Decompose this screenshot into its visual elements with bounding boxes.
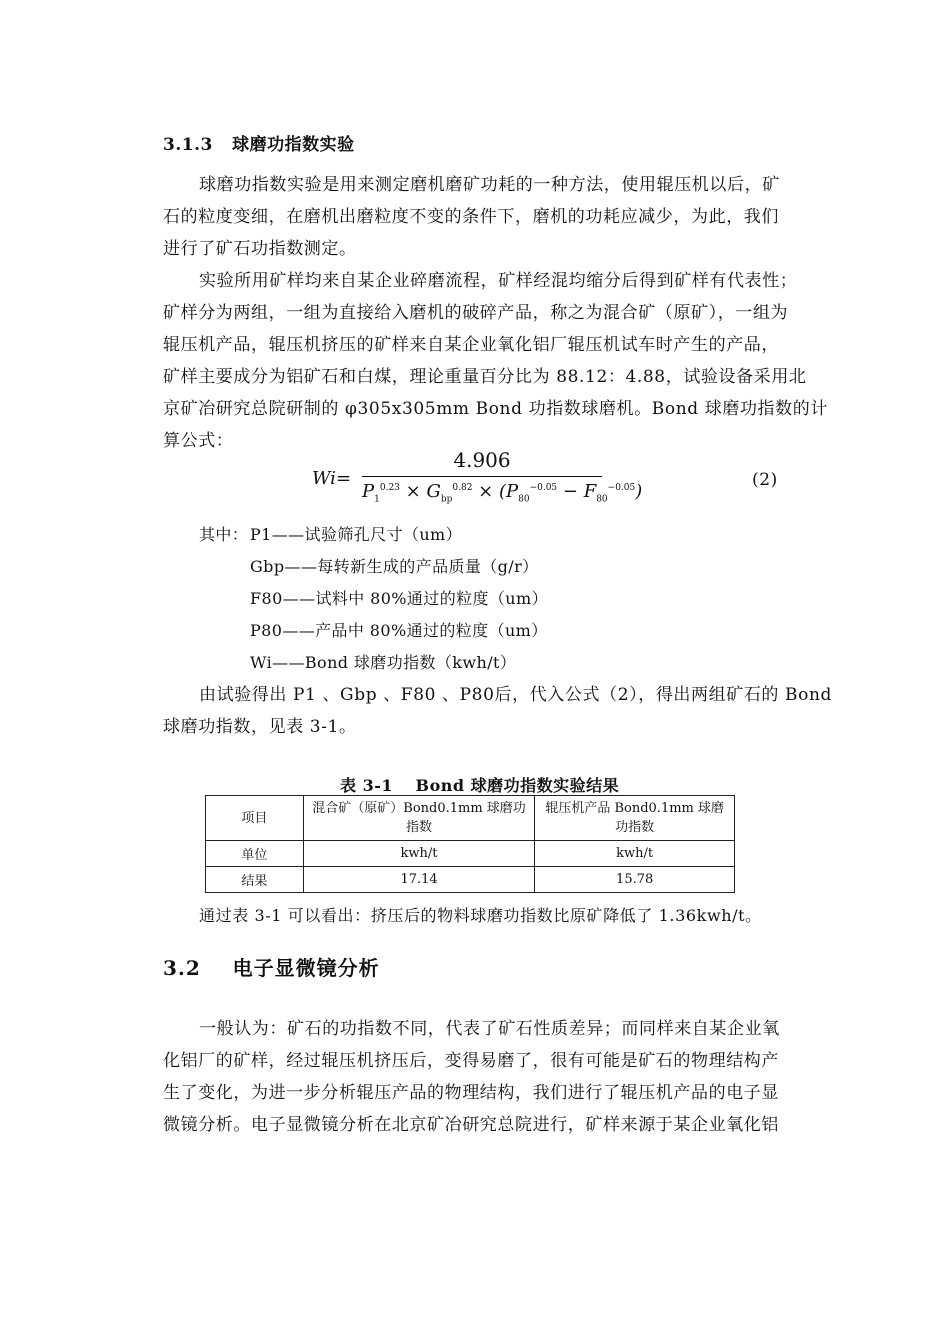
table-row (206, 867, 735, 893)
table-cell: 17.14 (303, 867, 535, 893)
equation-number: (2) (752, 470, 778, 490)
para4-line-4: 微镜分析。电子显微镜分析在北京矿冶研究总院进行，矿样来源于某企业氧化铝 (163, 1115, 779, 1135)
table-header-row (206, 796, 735, 841)
table-header-cell: 混合矿（原矿）Bond0.1mm 球磨功指数 (303, 796, 535, 841)
variables-intro: 其中： (199, 525, 249, 544)
para1-line-1: 球磨功指数实验是用来测定磨机磨矿功耗的一种方法，使用辊压机以后，矿 (199, 175, 780, 195)
section-title: 电子显微镜分析 (232, 956, 380, 980)
section-title: 球磨功指数实验 (232, 135, 355, 155)
table-cell: 15.78 (535, 867, 735, 893)
para2-line-4: 矿样主要成分为铝矿石和白煤，理论重量百分比为 88.12：4.88，试验设备采用北 (163, 367, 807, 387)
variable-p80: P80——产品中 80%通过的粒度（um） (250, 621, 548, 640)
para3-line-2: 球磨功指数，见表 3-1。 (163, 717, 357, 737)
section-number: 3.1.3 (163, 135, 213, 155)
table-cell: 结果 (206, 867, 304, 893)
para2-line-3: 辊压机产品，辊压机挤压的矿样来自某企业氧化铝厂辊压机试车时产生的产品， (163, 335, 779, 355)
table-header-cell: 项目 (206, 796, 304, 841)
table-cell: kwh/t (303, 841, 535, 867)
section-heading-3-2 (163, 952, 380, 981)
table-conclusion: 通过表 3-1 可以看出：挤压后的物料球磨功指数比原矿降低了 1.36kwh/t。 (199, 906, 762, 925)
variable-f80: F80——试料中 80%通过的粒度（um） (250, 589, 548, 608)
variable-wi: Wi——Bond 球磨功指数（kwh/t） (250, 653, 517, 672)
para4-line-2: 化铝厂的矿样，经过辊压机挤压后，变得易磨了，很有可能是矿石的物理结构产 (163, 1051, 779, 1071)
para2-line-6: 算公式： (163, 431, 234, 451)
results-table (205, 795, 735, 893)
para3-line-1: 由试验得出 P1 、Gbp 、F80 、P80后，代入公式（2），得出两组矿石的 Bond (199, 685, 832, 705)
equation-denominator: $P_1^{0.23} \times G_{bp}^{0.82} \times (P_{80}^{-0.05} - F_{80}^{-0.05})$ (362, 481, 643, 505)
variable-p1: P1——试验筛孔尺寸（um） (250, 525, 463, 544)
equation-lhs: Wi= (312, 468, 352, 489)
para2-line-1: 实验所用矿样均来自某企业碎磨流程，矿样经混均缩分后得到矿样有代表性； (199, 271, 798, 291)
table-cell: kwh/t (535, 841, 735, 867)
section-number: 3.2 (163, 956, 201, 980)
variable-gbp: Gbp——每转新生成的产品质量（g/r） (250, 557, 539, 576)
fraction-bar (362, 476, 602, 477)
table-cell: 单位 (206, 841, 304, 867)
para2-line-5: 京矿冶研究总院研制的 φ305x305mm Bond 功指数球磨机。Bond 球磨功指数的计 (163, 399, 828, 419)
equation-numerator: 4.906 (453, 448, 511, 472)
table-row (206, 841, 735, 867)
para4-line-3: 生了变化，为进一步分析辊压产品的物理结构，我们进行了辊压机产品的电子显 (163, 1083, 779, 1103)
para4-line-1: 一般认为：矿石的功指数不同，代表了矿石性质差异；而同样来自某企业氧 (199, 1019, 780, 1039)
table-header-cell: 辊压机产品 Bond0.1mm 球磨功指数 (535, 796, 735, 841)
equation-fraction (362, 448, 643, 505)
table-caption: 表 3-1 Bond 球磨功指数实验结果 (340, 776, 620, 795)
para2-line-2: 矿样分为两组，一组为直接给入磨机的破碎产品，称之为混合矿（原矿），一组为 (163, 303, 789, 323)
section-heading-3-1-3 (163, 130, 355, 155)
para1-line-2: 石的粒度变细，在磨机出磨粒度不变的条件下，磨机的功耗应减少，为此，我们 (163, 207, 779, 227)
para1-line-3: 进行了矿石功指数测定。 (163, 239, 357, 259)
